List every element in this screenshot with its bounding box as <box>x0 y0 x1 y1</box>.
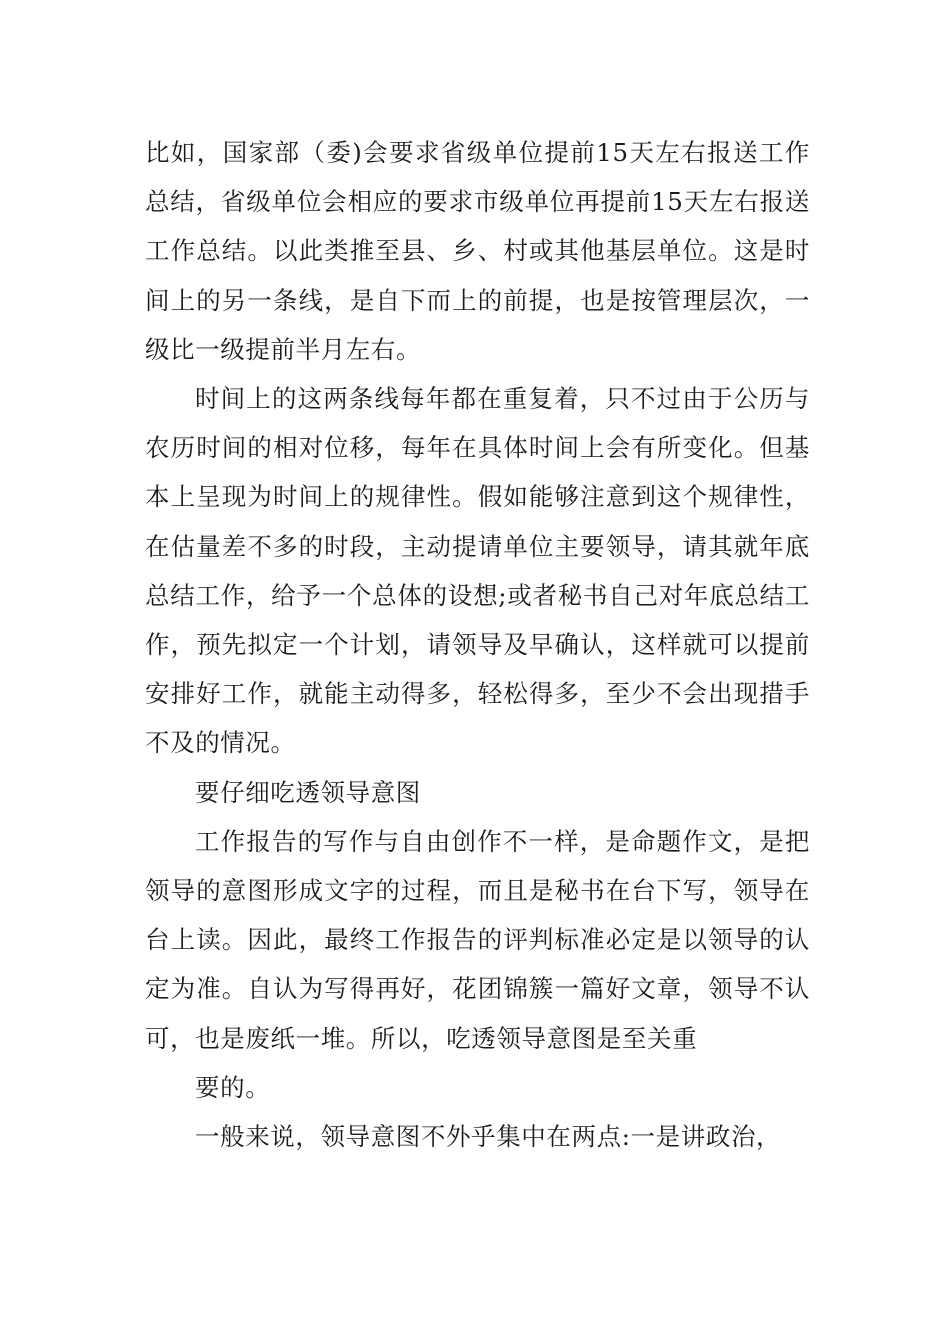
paragraph-1: 比如，国家部（委)会要求省级单位提前15天左右报送工作总结，省级单位会相应的要求市级单位再提前15天左右报送工作总结。以此类推至县、乡、村或其他基层单位。这是时间上的另一条线，是自下而上的前提，也是按管理层次，一级比一级提前半月左右。 <box>145 138 810 364</box>
paragraph-3: 工作报告的写作与自由创作不一样，是命题作文，是把领导的意图形成文字的过程，而且是秘书在台下写，领导在台上读。因此，最终工作报告的评判标准必定是以领导的认定为准。自认为写得再好，花团锦簇一篇好文章，领导不认可，也是废纸一堆。所以，吃透领导意图是至关重 <box>145 826 810 1053</box>
paragraph-3-continuation: 要的。 <box>195 1072 271 1102</box>
section-heading: 要仔细吃透领导意图 <box>195 777 421 807</box>
paragraph-2: 时间上的这两条线每年都在重复着，只不过由于公历与农历时间的相对位移，每年在具体时间上会有所变化。但基本上呈现为时间上的规律性。假如能够注意到这个规律性，在估量差不多的时段，主动提请单位主要领导，请其就年底总结工作，给予一个总体的设想;或者秘书自己对年底总结工作，预先拟定一个计划，请领导及早确认，这样就可以提前安排好工作，就能主动得多，轻松得多，至少不会出现措手不及的情况。 <box>145 384 810 758</box>
document-body <box>145 128 810 1161</box>
paragraph-4: 一般来说，领导意图不外乎集中在两点:一是讲政治， <box>195 1122 782 1152</box>
